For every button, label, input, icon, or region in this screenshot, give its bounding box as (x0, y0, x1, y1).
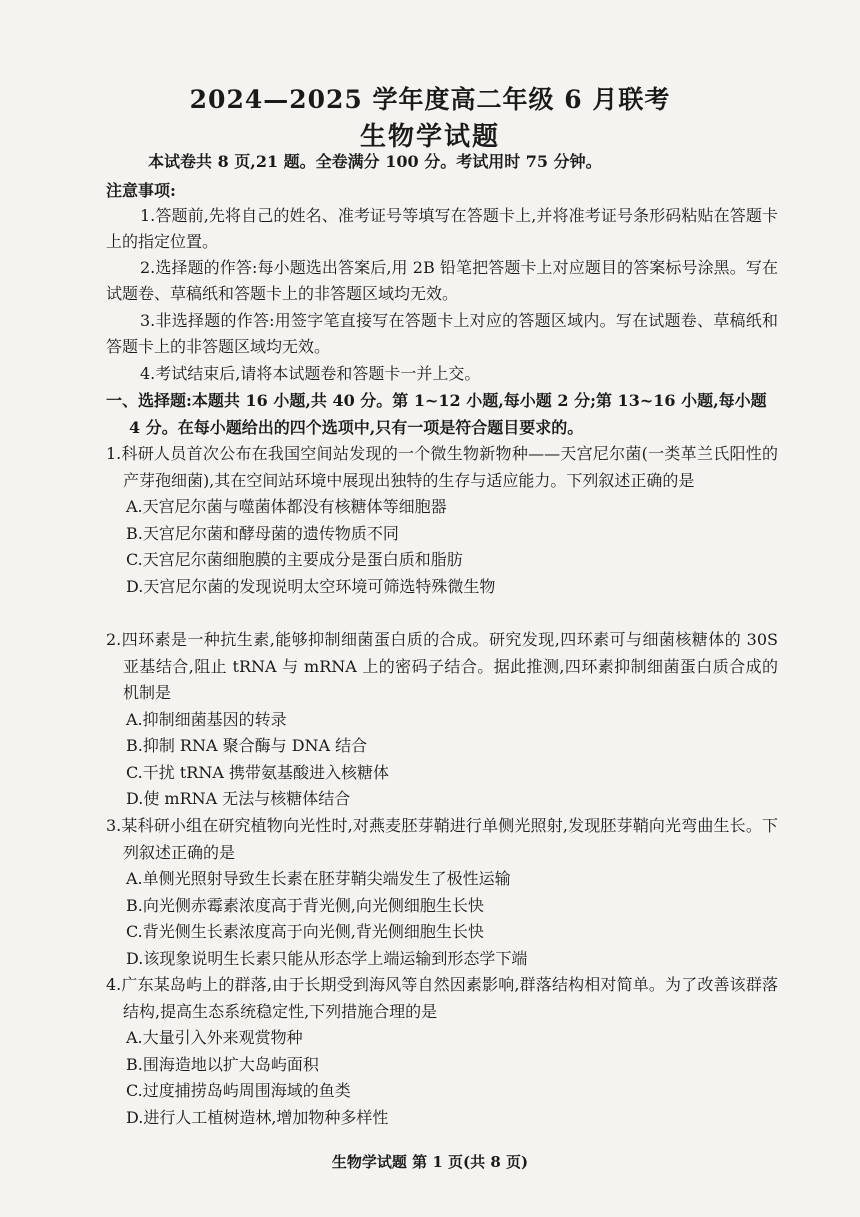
section-heading-line1: 一、选择题:本题共 16 小题,共 40 分。第 1~12 小题,每小题 2 分;第 13~16 小题,每小题 (106, 391, 767, 410)
option-c: C.背光侧生长素浓度高于向光侧,背光侧细胞生长快 (126, 922, 484, 941)
option-c: C.天宫尼尔菌细胞膜的主要成分是蛋白质和脂肪 (126, 550, 463, 569)
option-b: B.天宫尼尔菌和酵母菌的遗传物质不同 (126, 523, 399, 543)
exam-summary: 本试卷共 8 页,21 题。全卷满分 100 分。考试用时 75 分钟。 (148, 152, 602, 171)
question-4 (106, 972, 778, 1131)
option-d: D.进行人工植树造林,增加物种多样性 (126, 1107, 389, 1127)
notice-item: 4.考试结束后,请将本试题卷和答题卡一并上交。 (140, 364, 481, 383)
question-stem: 2.四环素是一种抗生素,能够抑制细菌蛋白质的合成。研究发现,四环素可与细菌核糖体的 30S 亚基结合,阻止 tRNA 与 mRNA 上的密码子结合。据此推测,四环素抑制细菌蛋白质合成的机制是 (106, 630, 778, 702)
option-b: B.围海造地以扩大岛屿面积 (126, 1054, 319, 1074)
question-stem: 1.科研人员首次公布在我国空间站发现的一个微生物新物种——天宫尼尔菌(一类革兰氏阳性的产芽孢细菌),其在空间站环境中展现出独特的生存与适应能力。下列叙述正确的是 (106, 444, 778, 490)
notice-item: 2.选择题的作答:每小题选出答案后,用 2B 铅笔把答题卡上对应题目的答案标号涂黑。写在试题卷、草稿纸和答题卡上的非答题区域均无效。 (106, 258, 778, 303)
option-b: B.向光侧赤霉素浓度高于背光侧,向光侧细胞生长快 (126, 895, 484, 915)
notice-item: 3.非选择题的作答:用签字笔直接写在答题卡上对应的答题区域内。写在试题卷、草稿纸和答题卡上的非答题区域均无效。 (106, 311, 778, 356)
notice-item: 1.答题前,先将自己的姓名、准考证号等填写在答题卡上,并将准考证号条形码粘贴在答题卡上的指定位置。 (106, 206, 778, 251)
section-heading-line2: 4 分。在每小题给出的四个选项中,只有一项是符合题目要求的。 (129, 418, 584, 437)
option-a: A.抑制细菌基因的转录 (126, 709, 287, 729)
question-stem: 4.广东某岛屿上的群落,由于长期受到海风等自然因素影响,群落结构相对简单。为了改善该群落结构,提高生态系统稳定性,下列措施合理的是 (106, 975, 778, 1021)
question-2 (106, 627, 778, 813)
option-c: C.干扰 tRNA 携带氨基酸进入核糖体 (126, 762, 389, 782)
option-a: A.天宫尼尔菌与噬菌体都没有核糖体等细胞器 (126, 497, 447, 516)
exam-subject: 生物学试题 (359, 122, 500, 152)
notice-heading: 注意事项: (106, 181, 176, 200)
option-a: A.单侧光照射导致生长素在胚芽鞘尖端发生了极性运输 (126, 869, 511, 888)
option-d: D.使 mRNA 无法与核糖体结合 (126, 789, 351, 808)
question-stem: 3.某科研小组在研究植物向光性时,对燕麦胚芽鞘进行单侧光照射,发现胚芽鞘向光弯曲生长。下列叙述正确的是 (106, 816, 778, 862)
question-3 (106, 813, 778, 972)
option-a: A.大量引入外来观赏物种 (126, 1028, 303, 1047)
option-d: D.天宫尼尔菌的发现说明太空环境可筛选特殊微生物 (126, 576, 496, 596)
exam-title: 2024—2025 学年度高二年级 6 月联考 (189, 85, 671, 114)
question-1 (106, 441, 778, 600)
section-heading (106, 387, 778, 441)
page-footer: 生物学试题 第 1 页(共 8 页) (331, 1153, 529, 1171)
option-c: C.过度捕捞岛屿周围海域的鱼类 (126, 1081, 351, 1100)
option-d: D.该现象说明生长素只能从形态学上端运输到形态学下端 (126, 948, 528, 968)
option-b: B.抑制 RNA 聚合酶与 DNA 结合 (126, 736, 368, 755)
